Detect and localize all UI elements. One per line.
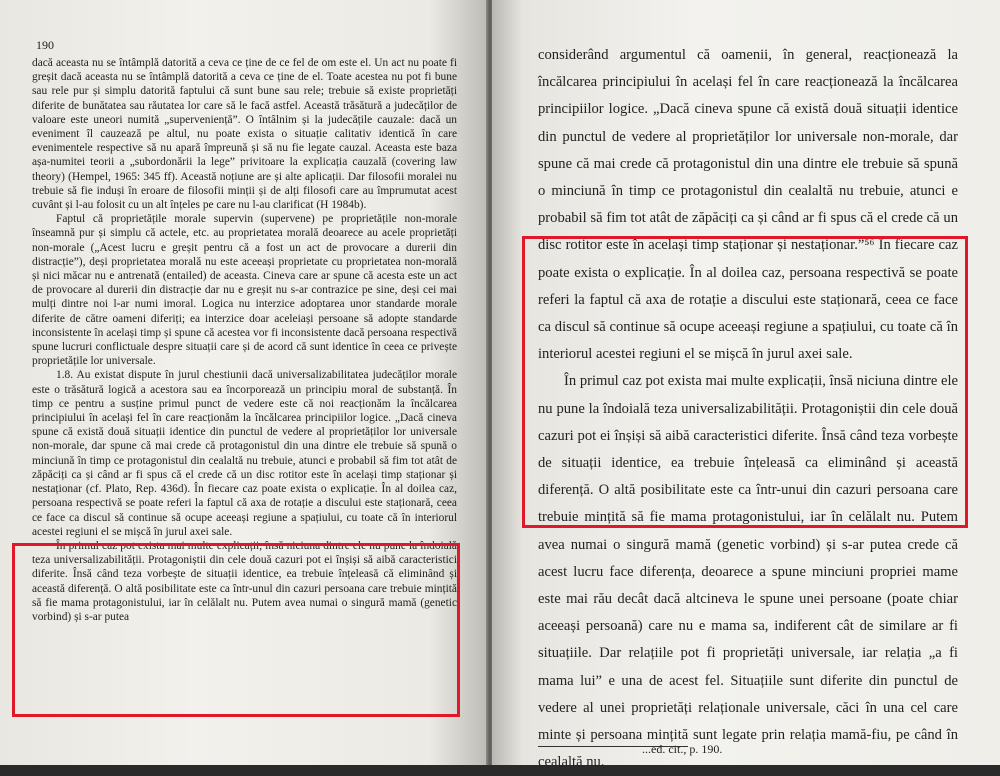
left-page bbox=[0, 0, 488, 765]
left-page-text bbox=[32, 56, 457, 624]
right-paragraph: În primul caz pot exista mai multe explicații, însă niciuna dintre ele nu pune la îndoială teza universalizabilității. Protagoniștii din cele două cazuri pot ei înșiși să aibă caracteristici diferite. Însă când teza vorbește de situații identice, ea trebuie înțeleasă ca eliminând și această diferență. O altă posibilitate este ca într-unui din cazuri persoana care trebuie mințită să fie mama protagonistului, iar în celălalt nu. Putem avea numai o singură mamă (genetic vorbind) și s-ar putea crede că acest lucru face diferența, deoarece a spune minciuni propriei mame este mai rău decât dacă altcineva le spune unei persoane (poate chiar aceeași persoană) care nu e mama sa, indiferent cât de similare ar fi situațiile. Dar relațiile pot fi proprietăți universale, iar relația „a fi mama lui” e una de acest fel. Situațiile sunt diferite din punctul de vedere al unei proprietăți relaționale universale, căci în una cel care minte și persoana mințită sunt legate prin relația mamă-fiu, pe când în cealaltă nu. bbox=[538, 373, 958, 771]
footnote: ...ed. cit., p. 190. bbox=[642, 742, 723, 756]
left-paragraph: În primul caz pot exista mai multe explicații, însă niciuna dintre ele nu pune la îndoială teza universalizabilității. Protagoniștii din cele două cazuri pot ei înșiși să aibă caracteristici diferite. Însă când teza vorbește de situații identice, ea trebuie înțeleasă că eliminând și această diferență. O altă posibilitate este ca într-unul din cazuri persoana care trebuie mințită să fie mama protagonistului, iar în celălalt nu. Putem avea numai o singură mamă (genetic vorbind) și s-ar putea bbox=[32, 539, 457, 623]
left-paragraph: dacă aceasta nu se întâmplă datorită a ceva ce ține de ce fel de om este el. Un act nu poate fi greșit dacă aceasta nu se întâmplă datorită a ceva ce ține de el. Toate acestea nu pot fi bune sau rele pur și simplu datorită faptului că sunt bune sau rele; trebuie să existe proprietăți diferite de bunătatea sau răutatea lor care să le facă astfel. Această trăsătură a judecăților de valoare este uneori numită „superveniență”. O întâlnim și la judecățile cauzale: dacă un eveniment îl cauzează pe altul, nu poate exista o situație calitativ identică în care evenimentele respective să nu apară împreună și să nu fie legate cauzal. Aceasta este baza așa-numitei teorii a „subordonării la lege” privitoare la explicația cauzală (covering law theory) (Hempel, 1965: 345 ff). Această noțiune are și alte aplicații. Dar filosofii moralei nu trebuie să fie induși în eroare de filosofii minții și de alți filosofi care au împrumutat acest cuvânt și l-au folosit cu un alt înțeles pe care nu l-au clarificat (H 1984b). bbox=[32, 57, 457, 212]
page-number: 190 bbox=[36, 38, 54, 52]
right-page-text bbox=[538, 42, 958, 776]
left-paragraph: Faptul că proprietățile morale supervin (supervene) pe proprietățile non-morale înseamnă pur și simplu că actele, etc. au proprietatea morală deoarece au acele proprietăți non-morale („Acest lucru e greșit pentru că a fost un act de provocare a durerii din distracție”), deși proprietatea morală nu este aceeași proprietate cu proprietatea non-morală și nici măcar nu e antrenată (entailed) de aceasta. Cineva care ar spune că acesta este un act de provocare al durerii din distracție dar nu e greșit nu s-ar contrazice pe sine, deși cei mai mulți dintre noi l-ar numi imoral. Logica nu interzice adoptarea unor standarde morale diferite de către oameni diferiți; ea interzice doar aceleiași persoane să adopte standarde inconsistente în același timp și spune că acestea vor fi inconsistente dacă persoana respectivă spune lucruri conflictuale despre situații care și de acord că sunt identice în ceea ce privește proprietățile lor universale. bbox=[32, 213, 457, 368]
right-paragraph: considerând argumentul că oamenii, în general, reacționează la încălcarea principiului în același fel în care reacționează la încălcarea principiilor logice. „Dacă cineva spune că există două situații identice din punctul de vedere al proprietăților lor universale non-morale, dar spune că mai crede că protagonistul din una dintre ele trebuie să spună o minciună în timp ce protagonistul din cealaltă nu trebuie, atunci e probabil să fim tot atât de zăpăciți ca și când ar fi spus că el crede că un disc rotitor este în același timp staționar și nestaționar.”⁵⁶ În fiecare caz poate exista o explicație. În al doilea caz, persoana respectivă se poate referi la faptul că axa de rotație a discului este staționară, ceea ce face ca discul să continue să ocupe aceeași regiune a spațiului, cu toate că în interiorul acestei regiuni el se mișcă în jurul axei sale. bbox=[538, 47, 958, 363]
left-paragraph: 1.8. Au existat dispute în jurul chestiunii dacă universalizabilitatea judecăților morale este o trăsătură logică a acestora sau ea încorporează un principiu moral de substanță. În timp ce pentru a susține primul punct de vedere este că noi reacționăm la încălcarea principiului în același fel în care reacționăm la încălcarea principiilor logice. „Dacă cineva spune că există două situații identice din punctul de vedere al proprietăților lor universale non-morale, dar spune că mai crede că protagonistul din una dintre ele trebuie să spună o minciună în timp ce protagonistul din cealaltă nu trebuie, atunci e probabil să fim tot atât de zăpăciți ca și când ar fi spus că el crede că un disc rotitor este în același timp staționar și nestaționar (cf. Plato, Rep. 436d). În fiecare caz poate exista o explicație. În al doilea caz, persoana respectivă se poate referi la faptul că axa de rotație a discului este staționară, ceea ce face ca discul să continue să ocupe aceeași regiune a spațiului, cu toate că în interiorul acestei regiuni el se mișcă în jurul axei sale. bbox=[32, 369, 457, 538]
